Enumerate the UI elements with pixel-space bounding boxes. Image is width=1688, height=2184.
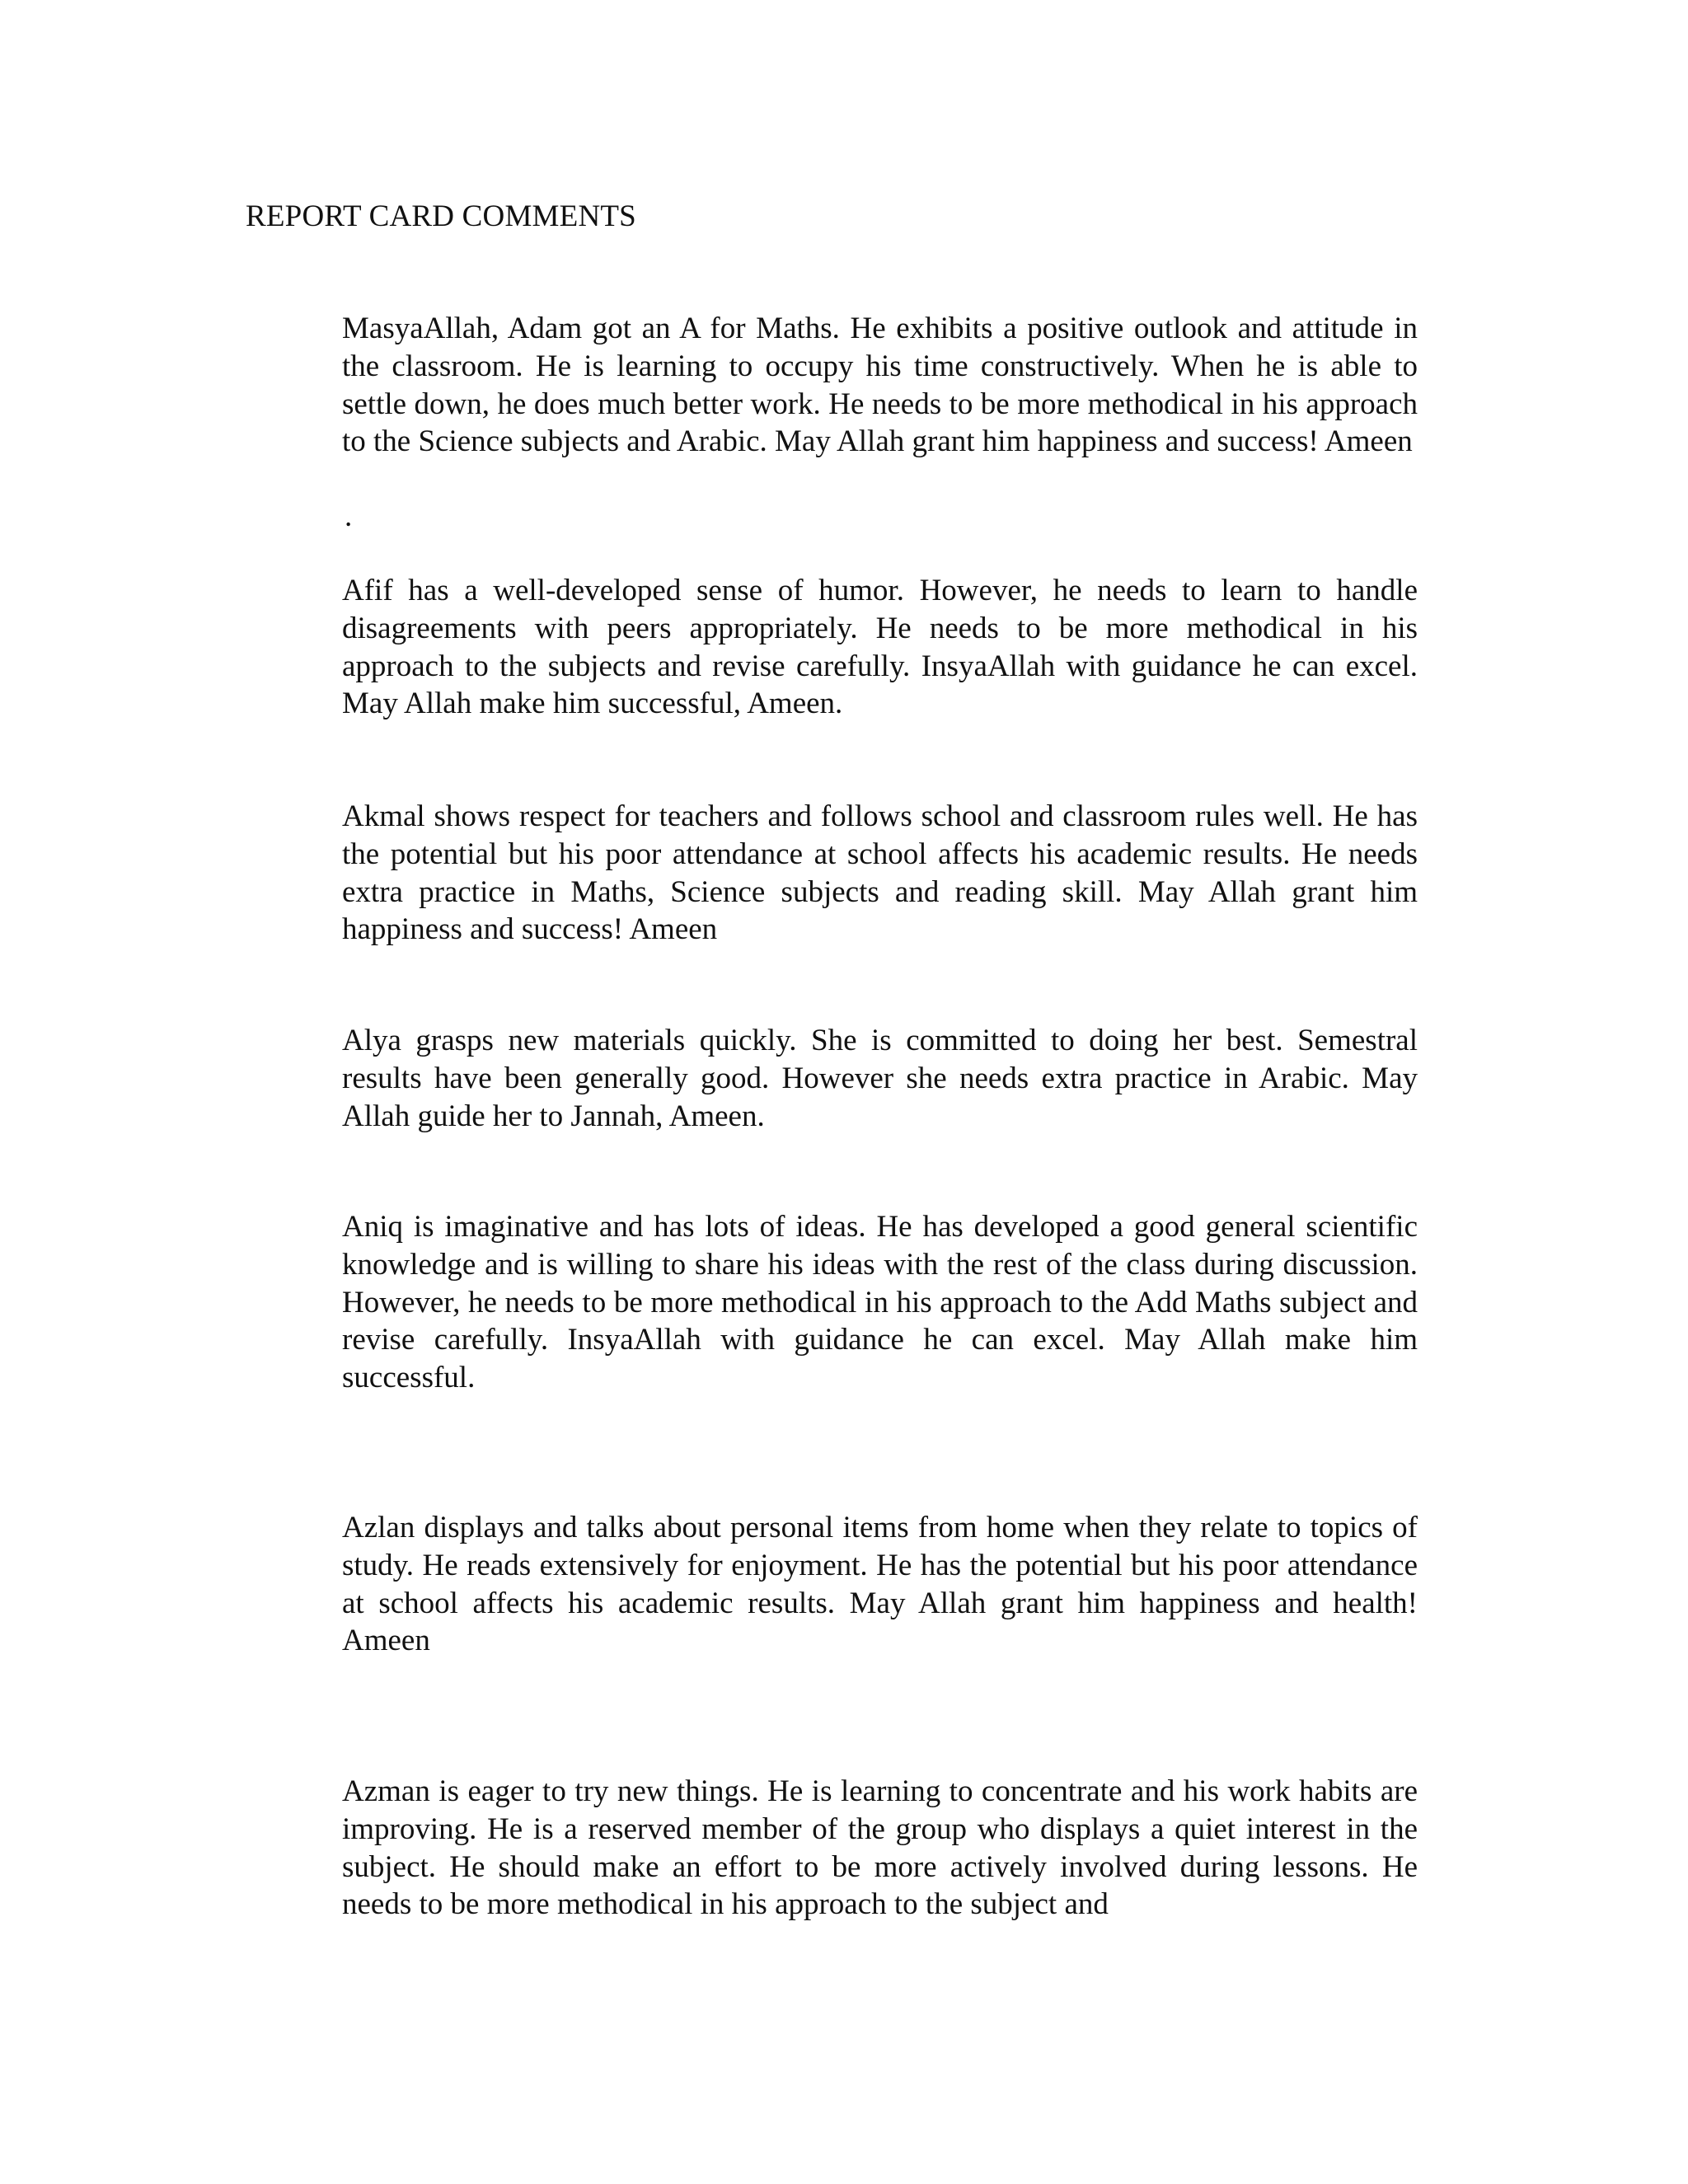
stray-period: . xyxy=(345,499,353,533)
comment-alya: Alya grasps new materials quickly. She is committed to doing her best. Semestral results have been generally good. However she needs extra practice in Arabic. May Allah guide her to Jannah, Ameen. xyxy=(342,1024,1418,1133)
comment-aniq: Aniq is imaginative and has lots of ideas. He has developed a good general scientific knowledge and is willing to share his ideas with the rest of the class during discussion. However, he needs to be more methodical in his approach to the Add Maths subject and revise carefully. InsyaAllah with guidance he can excel. May Allah make him successful. xyxy=(342,1210,1418,1395)
comment-adam: MasyaAllah, Adam got an A for Maths. He exhibits a positive outlook and attitude in the classroom. He is learning to occupy his time constructively. When he is able to settle down, he does much better work. He needs to be more methodical in his approach to the Science subjects and Arabic. May Allah grant him happiness and success! Ameen xyxy=(342,312,1418,459)
page-title: REPORT CARD COMMENTS xyxy=(246,199,636,233)
comment-akmal: Akmal shows respect for teachers and follows school and classroom rules well. He has the potential but his poor attendance at school affects his academic results. He needs extra practice in Maths, Science subjects and reading skill. May Allah grant him happiness and success! Ameen xyxy=(342,799,1418,947)
comment-azman: Azman is eager to try new things. He is learning to concentrate and his work habits are improving. He is a reserved member of the group who displays a quiet interest in the subject. He should make an effort to be more actively involved during lessons. He needs to be more methodical in his approach to the subject and xyxy=(342,1774,1418,1922)
comment-azlan: Azlan displays and talks about personal items from home when they relate to topics of study. He reads extensively for enjoyment. He has the potential but his poor attendance at school affects his academic results. May Allah grant him happiness and health! Ameen xyxy=(342,1511,1418,1658)
comment-afif: Afif has a well-developed sense of humor. However, he needs to learn to handle disagreements with peers appropriately. He needs to be more methodical in his approach to the subjects and revise carefully. InsyaAllah with guidance he can excel. May Allah make him successful, Ameen. xyxy=(342,574,1418,721)
